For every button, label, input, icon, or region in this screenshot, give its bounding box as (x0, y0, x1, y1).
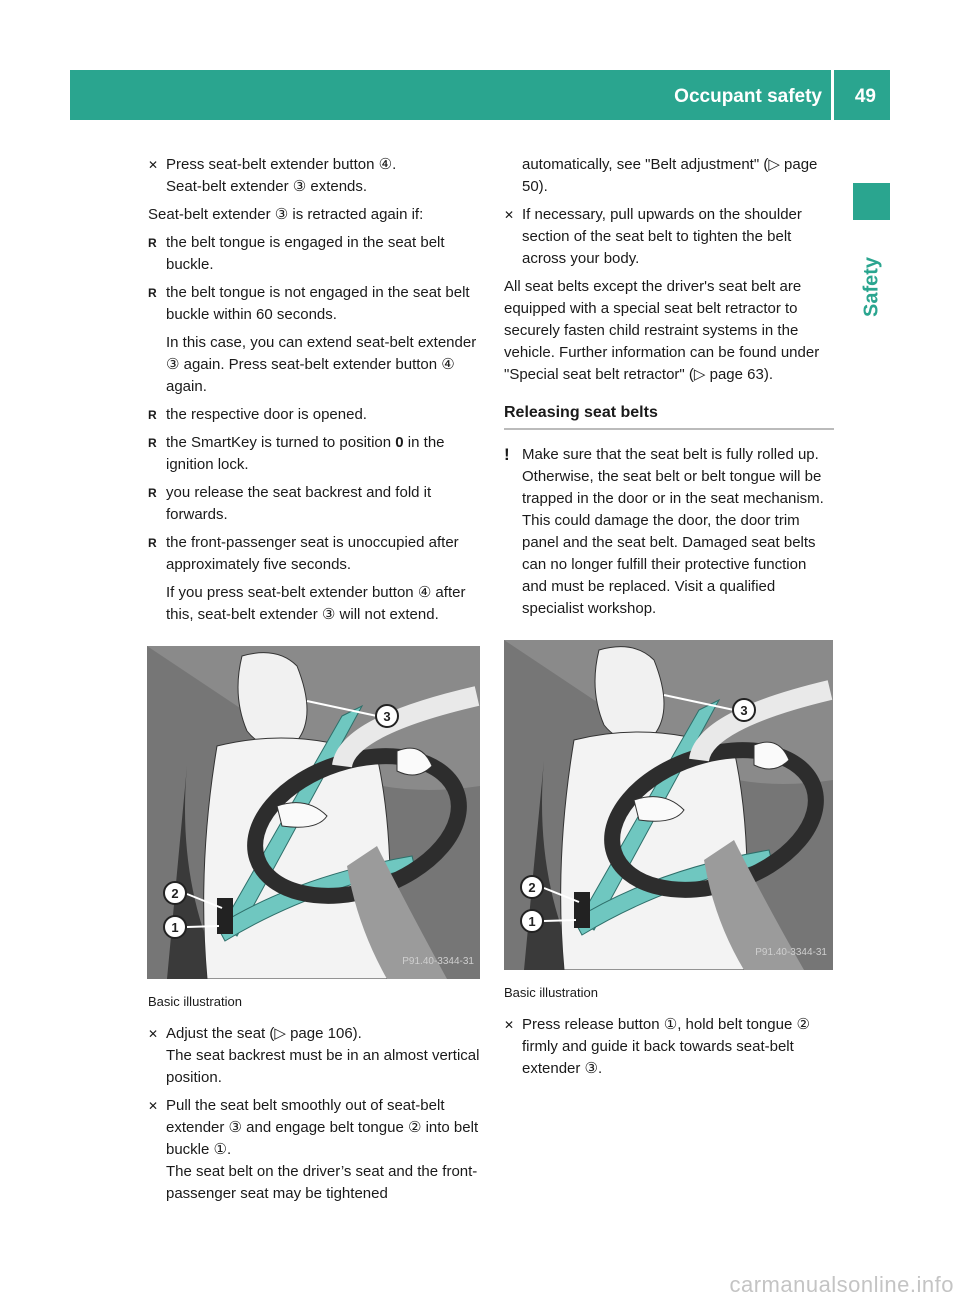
figure-code: P91.40-3344-31 (755, 947, 827, 958)
list-item-text: the SmartKey is turned to position (166, 434, 396, 451)
watermark[interactable]: carmanualsonline.info (729, 1272, 954, 1297)
list-item-note: In this case, you can extend seat-belt extender ③ again. Press seat-belt extender button ④ again. (166, 334, 477, 395)
list-item: R you release the seat backrest and fold it forwards. (148, 482, 484, 526)
figure-code: P91.40-3344-31 (402, 956, 474, 967)
instruction-step (148, 1023, 484, 1089)
list-item: R the respective door is opened. (148, 404, 484, 426)
page-number: 49 (854, 86, 876, 107)
list-item-text: in the ignition lock. (166, 434, 445, 473)
warning-text: Make sure that the seat belt is fully rolled up. Otherwise, the seat belt or belt tongue will be trapped in the door or in the seat mechanism. This could damage the door, the door trim panel and the seat belt. Damaged seat belts can no longer fulfill their protective function and must be replaced. Visit a qualified specialist workshop. (522, 446, 824, 617)
list-item: R the belt tongue is engaged in the seat belt buckle. (148, 232, 484, 276)
seat-belt-illustration (504, 640, 833, 970)
header-divider (831, 70, 834, 120)
callout-extender: 3 (740, 703, 748, 718)
callout-buckle: 1 (171, 920, 179, 935)
callout-buckle: 1 (528, 914, 536, 929)
callout-tongue: 2 (528, 880, 536, 895)
instruction-step (148, 1095, 484, 1205)
callout-tongue: 2 (171, 886, 179, 901)
list-item-note: If you press seat-belt extender button ④ after this, seat-belt extender ③ will not extend. (166, 584, 466, 623)
ignition-position: 0 (395, 434, 404, 451)
step-text: ✕ Pull the seat belt smoothly out of seat-belt extender ③ and engage belt tongue ② into belt buckle ①. (166, 1097, 479, 1158)
step-result: The seat backrest must be in an almost vertical position. (166, 1047, 480, 1086)
chapter-tab (853, 232, 890, 342)
seat-belt-illustration (147, 646, 480, 979)
warning-notice (504, 444, 834, 620)
step-result: Seat-belt extender ③ extends. (166, 178, 368, 195)
step-result: The seat belt on the driver’s seat and the front-passenger seat may be tightened (166, 1163, 478, 1202)
list-item: R the front-passenger seat is unoccupied after approximately five seconds. (148, 532, 484, 576)
left-column (148, 154, 484, 1211)
callout-extender: 3 (383, 709, 391, 724)
seat-belt-drawing (504, 640, 833, 970)
continued-text: automatically, see "Belt adjustment" (▷ page 50). (522, 156, 818, 195)
page-header (70, 70, 890, 120)
retractor-paragraph: All seat belts except the driver's seat belt are equipped with a special seat belt retractor to securely fasten child restraint systems in the vehicle. Further information can be found under "Special seat belt retractor" (▷ page 63). (504, 278, 820, 383)
instruction-step (148, 154, 484, 198)
step-text: ✕ Press seat-belt extender button ④. (166, 156, 397, 173)
step-text: ✕ Adjust the seat (▷ page 106). (166, 1025, 362, 1042)
list-item (148, 432, 484, 476)
instruction-step: ✕ If necessary, pull upwards on the shoulder section of the seat belt to tighten the belt across your body. (504, 204, 834, 270)
figure-caption: Basic illustration (504, 985, 598, 1000)
right-column (504, 154, 834, 1086)
figure-caption: Basic illustration (148, 994, 242, 1009)
seat-belt-drawing (147, 646, 480, 979)
section-title: Occupant safety (674, 86, 822, 107)
section-heading: Releasing seat belts (504, 402, 834, 430)
list-item: R the belt tongue is not engaged in the seat belt buckle within 60 seconds. (148, 282, 484, 326)
exclamation-icon: ! (504, 445, 510, 464)
instruction-step: ✕ Press release button ①, hold belt tongue ② firmly and guide it back towards seat-belt extender ③. (504, 1014, 834, 1080)
chapter-tab-label: Safety (860, 256, 882, 318)
retract-intro: Seat-belt extender ③ is retracted again if: (148, 206, 424, 223)
chapter-marker (853, 183, 890, 220)
